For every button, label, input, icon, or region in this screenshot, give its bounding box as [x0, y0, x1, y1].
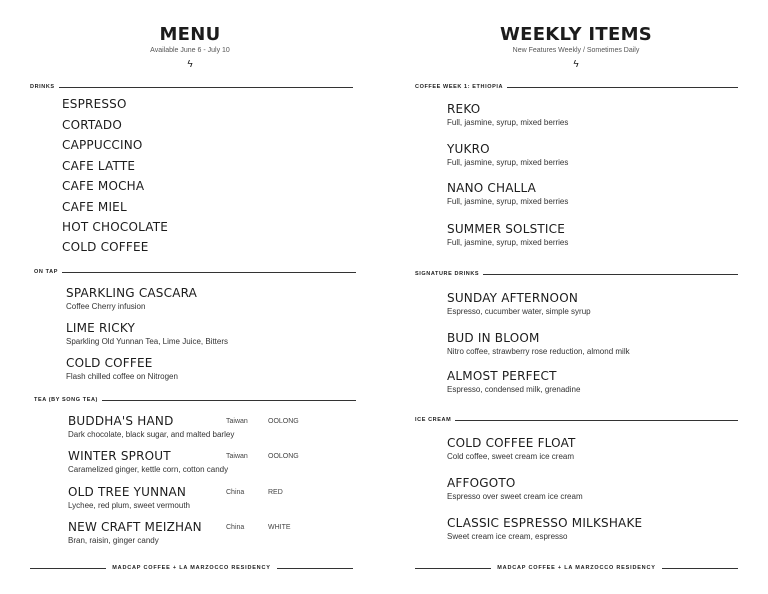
section-on-tap [34, 269, 356, 275]
section-tea [34, 397, 356, 403]
item-description: Bran, raisin, ginger candy [68, 536, 159, 545]
item-name: SUNDAY AFTERNOON [447, 291, 579, 305]
section-coffee-week [415, 84, 738, 90]
section-ice-cream [415, 417, 738, 423]
item-description: Espresso, cucumber water, simple syrup [447, 307, 591, 316]
item-description: Sparkling Old Yunnan Tea, Lime Juice, Bitters [66, 337, 229, 346]
item-name: BUDDHA'S HAND [68, 414, 174, 428]
item-name: COLD COFFEE [66, 356, 153, 370]
item-name: CAFE MOCHA [62, 179, 145, 193]
item-name: SUMMER SOLSTICE [447, 222, 566, 236]
section-drinks [30, 84, 353, 90]
item-description: Full, jasmine, syrup, mixed berries [447, 118, 569, 127]
lightning-bolt-icon: ϟ [187, 59, 193, 70]
section-label: DRINKS [30, 84, 55, 90]
section-label: SIGNATURE DRINKS [415, 271, 480, 277]
item-description: Full, jasmine, syrup, mixed berries [447, 197, 569, 206]
section-label: ON TAP [34, 269, 58, 275]
tea-origin: China [226, 524, 245, 531]
item-name: COLD COFFEE FLOAT [447, 436, 576, 450]
menu-title: MENU [159, 24, 221, 45]
footer-right [415, 565, 738, 571]
item-name: HOT CHOCOLATE [62, 220, 169, 234]
item-name: CAPPUCCINO [62, 138, 143, 152]
item-name: REKO [447, 102, 481, 116]
lightning-bolt-icon: ϟ [573, 59, 579, 70]
item-name: WINTER SPROUT [68, 449, 171, 463]
tea-type: WHITE [268, 524, 291, 531]
section-label: COFFEE WEEK 1: ETHIOPIA [415, 84, 504, 90]
item-name: COLD COFFEE [62, 240, 149, 254]
item-description: Full, jasmine, syrup, mixed berries [447, 158, 569, 167]
item-description: Sweet cream ice cream, espresso [447, 532, 568, 541]
menu-subtitle: Available June 6 - July 10 [150, 47, 230, 54]
item-name: CLASSIC ESPRESSO MILKSHAKE [447, 516, 643, 530]
footer-text: MADCAP COFFEE + LA MARZOCCO RESIDENCY [497, 565, 656, 571]
item-name: BUD IN BLOOM [447, 331, 540, 345]
item-description: Caramelized ginger, kettle corn, cotton candy [68, 465, 229, 474]
item-description: Flash chilled coffee on Nitrogen [66, 372, 178, 381]
item-description: Nitro coffee, strawberry rose reduction, almond milk [447, 347, 630, 356]
item-name: NEW CRAFT MEIZHAN [68, 520, 202, 534]
footer-left [30, 565, 353, 571]
item-name: ALMOST PERFECT [447, 369, 557, 383]
tea-origin: China [226, 489, 245, 496]
footer-text: MADCAP COFFEE + LA MARZOCCO RESIDENCY [112, 565, 271, 571]
item-description: Dark chocolate, black sugar, and malted barley [68, 430, 235, 439]
item-description: Cold coffee, sweet cream ice cream [447, 452, 575, 461]
tea-origin: Taiwan [226, 453, 248, 460]
weekly-subtitle: New Features Weekly / Sometimes Daily [512, 47, 640, 54]
section-signature [415, 271, 738, 277]
item-description: Coffee Cherry infusion [66, 302, 146, 311]
section-label: ICE CREAM [415, 417, 452, 423]
item-name: SPARKLING CASCARA [66, 286, 198, 300]
item-description: Full, jasmine, syrup, mixed berries [447, 238, 569, 247]
tea-type: RED [268, 489, 283, 496]
tea-type: OOLONG [268, 453, 299, 460]
section-label: TEA (BY SONG TEA) [34, 397, 98, 403]
item-name: OLD TREE YUNNAN [68, 485, 187, 499]
item-name: CAFE MIEL [62, 200, 127, 214]
item-name: CAFE LATTE [62, 159, 136, 173]
item-name: YUKRO [447, 142, 490, 156]
item-name: CORTADO [62, 118, 122, 132]
item-name: ESPRESSO [62, 97, 127, 111]
item-name: NANO CHALLA [447, 181, 537, 195]
tea-origin: Taiwan [226, 418, 248, 425]
tea-type: OOLONG [268, 418, 299, 425]
item-description: Lychee, red plum, sweet vermouth [68, 501, 190, 510]
item-name: AFFOGOTO [447, 476, 516, 490]
weekly-title: WEEKLY ITEMS [499, 24, 653, 45]
item-description: Espresso over sweet cream ice cream [447, 492, 583, 501]
item-name: LIME RICKY [66, 321, 136, 335]
item-description: Espresso, condensed milk, grenadine [447, 385, 581, 394]
